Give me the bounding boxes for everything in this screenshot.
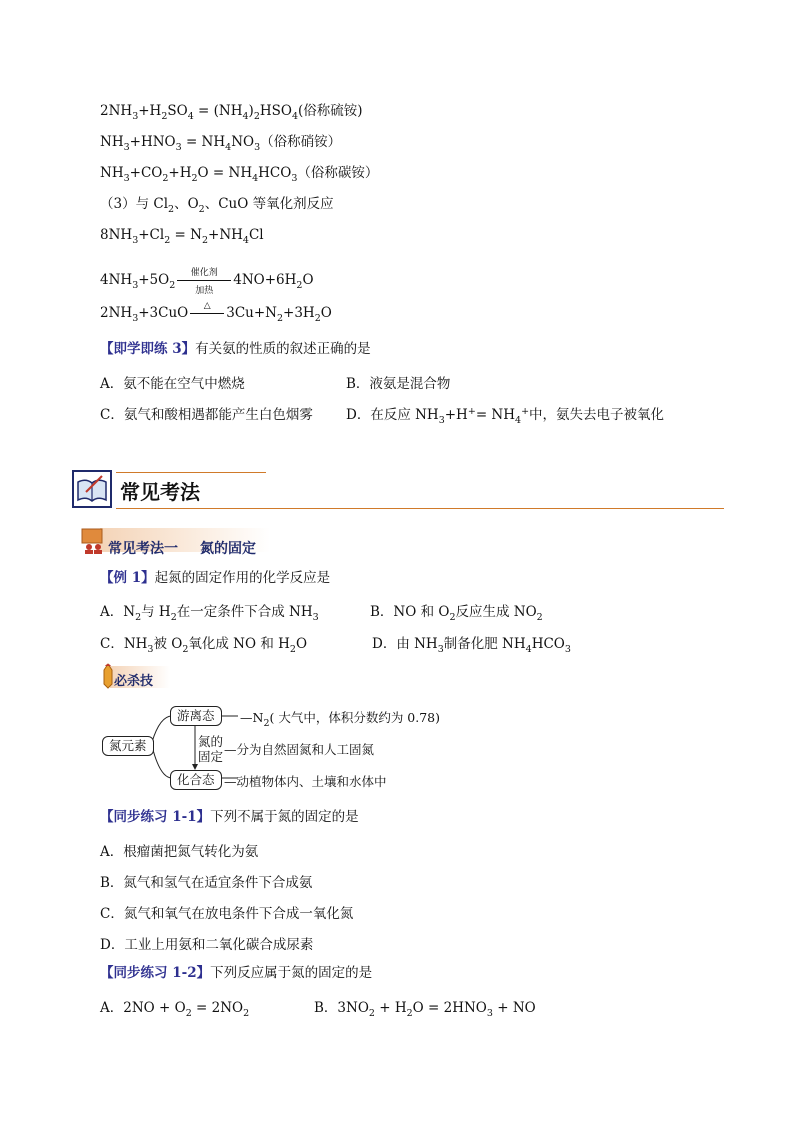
example1-question: 【例 1】起氮的固定作用的化学反应是 bbox=[100, 570, 331, 586]
equation-ammonium-bicarbonate: $NH_3+CO_2+H_2O = NH_4HCO_3$（俗称碳铵） bbox=[100, 165, 379, 184]
reaction-arrow: △ bbox=[190, 305, 224, 323]
sync11-option-b[interactable]: B．氮气和氢气在适宜条件下合成氨 bbox=[100, 875, 313, 891]
sync12-option-b[interactable]: B．$3NO_2 + H_2O = 2HNO_3$ + NO bbox=[314, 1000, 536, 1019]
oxidant-reaction-heading: （3）与 $Cl_2$、$O_2$、CuO 等氧化剂反应 bbox=[100, 196, 334, 215]
combined-state-node: 化合态 bbox=[170, 770, 222, 790]
practice3-tag: 【即学即练 3】 bbox=[100, 341, 196, 357]
reaction-arrow: 催化剂 加热 bbox=[177, 272, 231, 290]
sync12-option-a[interactable]: A．$2NO + O_2 = 2NO_2$ bbox=[100, 1000, 250, 1019]
example1-tag: 【例 1】 bbox=[100, 570, 155, 586]
sync12-question: 【同步练习 1-2】下列反应属于氮的固定的是 bbox=[100, 965, 373, 981]
sync11-tag: 【同步练习 1-1】 bbox=[100, 809, 211, 825]
free-state-node: 游离态 bbox=[170, 706, 222, 726]
fixation-description: —分为自然固氮和人工固氮 bbox=[224, 742, 375, 757]
section-header bbox=[72, 468, 724, 510]
equation-ammonium-sulfate: $2NH_3+H_2SO_4 = (NH_4)_2HSO_4$(俗称硫铵) bbox=[100, 103, 363, 122]
nitrogen-element-node: 氮元素 bbox=[102, 736, 154, 756]
equation-copper-oxide: $2NH_3+3CuO$ △ $3Cu+N_2+3H_2O$ bbox=[100, 300, 332, 324]
example1-option-b[interactable]: B．NO 和 $O_2$反应生成 $NO_2$ bbox=[370, 604, 543, 623]
equation-ammonium-nitrate: $NH_3+HNO_3 = NH_4NO_3$（俗称硝铵） bbox=[100, 134, 342, 153]
sync11-question: 【同步练习 1-1】下列不属于氮的固定的是 bbox=[100, 809, 359, 825]
practice3-option-c[interactable]: C．氨气和酸相遇都能产生白色烟雾 bbox=[100, 407, 313, 423]
practice3-option-d[interactable]: D．在反应 $NH_3+H^+= NH_4^+$中，氨失去电子被氧化 bbox=[346, 406, 665, 426]
example1-option-c[interactable]: C．$NH_3$被 $O_2$氧化成 NO 和 $H_2O$ bbox=[100, 636, 308, 655]
equation-catalytic-oxidation: $4NH_3+5O_2$ 催化剂 加热 $4NO+6H_2O$ bbox=[100, 267, 314, 296]
section-title: 常见考法 bbox=[120, 480, 200, 504]
nitrogen-forms-diagram bbox=[100, 700, 440, 796]
practice3-option-a[interactable]: A．氨不能在空气中燃烧 bbox=[100, 376, 245, 392]
book-icon bbox=[72, 470, 112, 508]
method-topic: 氮的固定 bbox=[200, 541, 256, 557]
skill-heading bbox=[100, 662, 180, 690]
method-label: 常见考法一 bbox=[108, 541, 178, 557]
example1-option-d[interactable]: D．由 $NH_3$制备化肥 $NH_4HCO_3$ bbox=[372, 636, 571, 655]
practice3-question: 【即学即练 3】有关氨的性质的叙述正确的是 bbox=[100, 341, 371, 357]
sync12-tag: 【同步练习 1-2】 bbox=[100, 965, 211, 981]
fixation-label: 氮的 固定 bbox=[198, 734, 224, 764]
skill-label: 必杀技 bbox=[114, 674, 154, 689]
practice3-option-b[interactable]: B．液氨是混合物 bbox=[346, 376, 451, 392]
sync11-option-a[interactable]: A．根瘤菌把氮气转化为氨 bbox=[100, 844, 259, 860]
combined-state-description: —动植物体内、土壤和水体中 bbox=[224, 774, 387, 789]
teacher-icon bbox=[80, 526, 108, 554]
sync11-option-c[interactable]: C．氮气和氧气在放电条件下合成一氧化氮 bbox=[100, 906, 354, 922]
example1-option-a[interactable]: A．$N_2$与 $H_2$在一定条件下合成 $NH_3$ bbox=[100, 604, 319, 623]
free-state-description: $—N_2$( 大气中，体积分数约为 0.78) bbox=[240, 710, 441, 729]
sync11-option-d[interactable]: D．工业上用氨和二氧化碳合成尿素 bbox=[100, 937, 314, 953]
method-heading bbox=[80, 526, 380, 557]
equation-chlorine: $8NH_3+Cl_2 = N_2+NH_4Cl$ bbox=[100, 227, 264, 246]
